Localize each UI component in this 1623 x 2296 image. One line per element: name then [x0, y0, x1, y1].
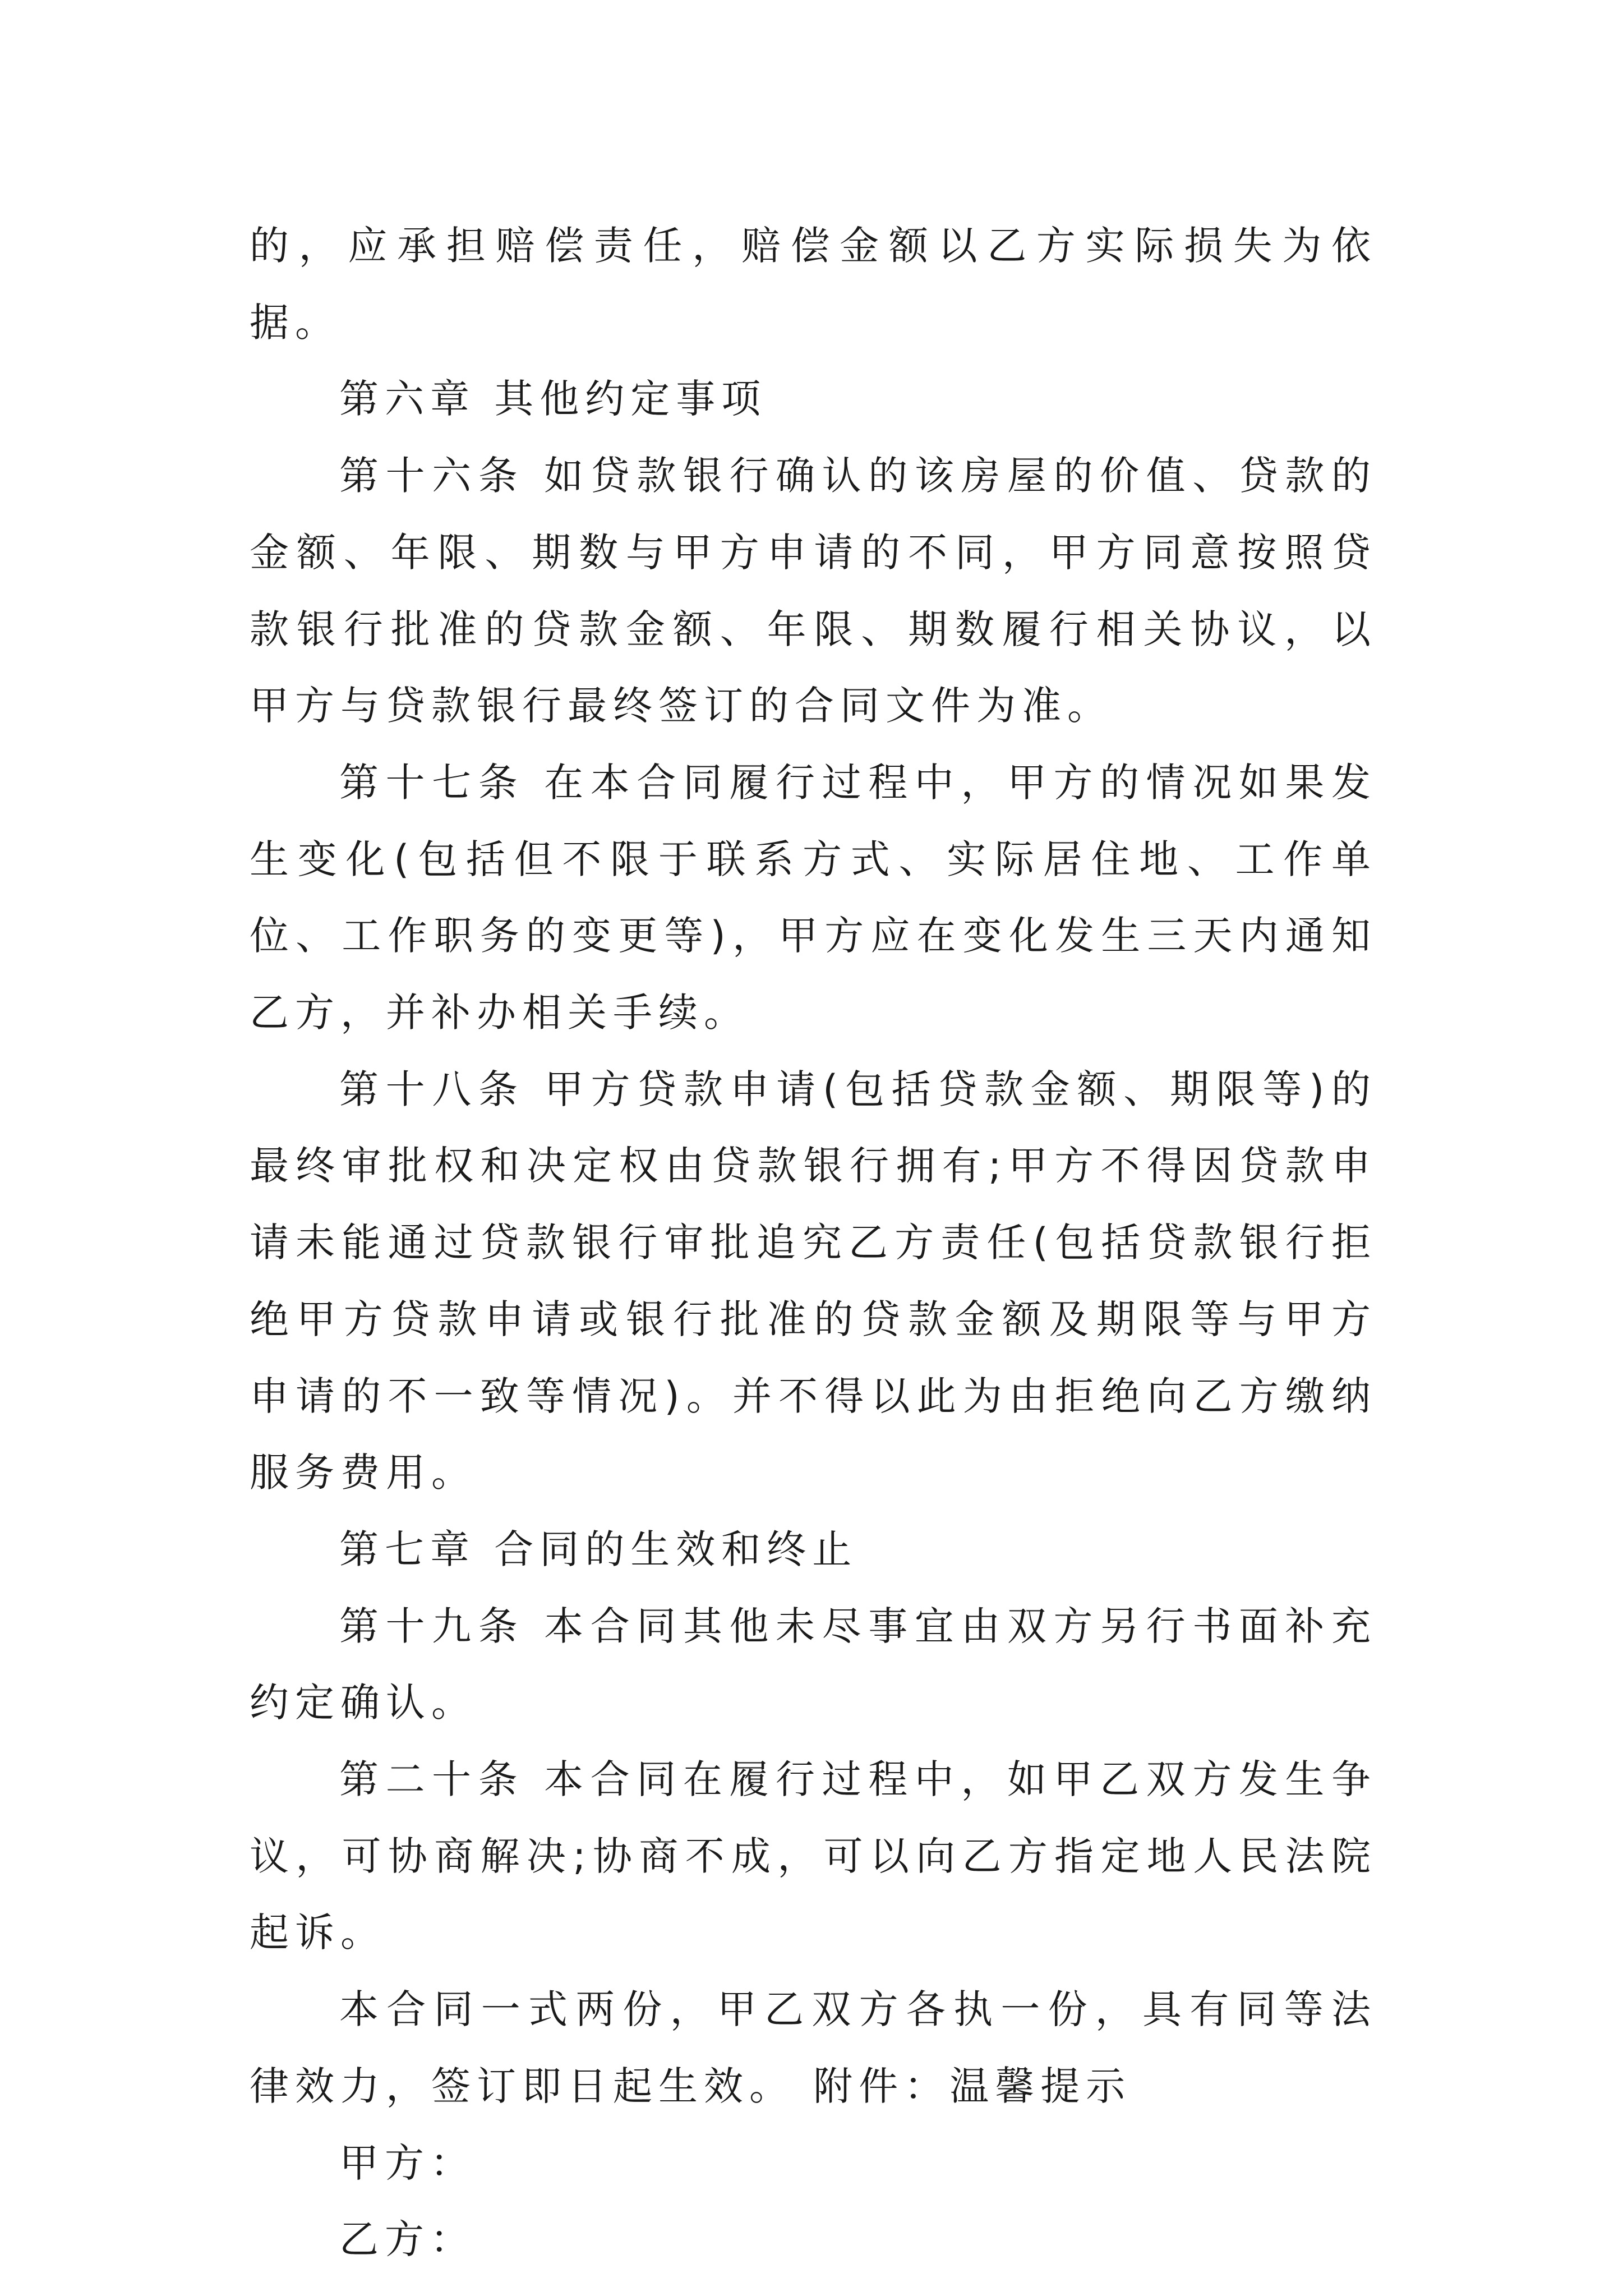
- article-19: 第十九条 本合同其他未尽事宜由双方另行书面补充约定确认。: [250, 1603, 1377, 1726]
- document-body: [250, 208, 1377, 2278]
- signature-party-b: 乙方：: [339, 2216, 476, 2263]
- chapter-heading-6: 第六章 其他约定事项: [339, 376, 767, 422]
- article-16: 第十六条 如贷款银行确认的该房屋的价值、贷款的金额、年限、期数与甲方申请的不同，甲方同意按照贷款银行批准的贷款金额、年限、期数履行相关协议，以甲方与贷款银行最终签订的合同文件为准。: [250, 453, 1377, 729]
- chapter-heading-7: 第七章 合同的生效和终止: [339, 1526, 858, 1572]
- article-18: 第十八条 甲方贷款申请(包括贷款金额、期限等)的最终审批权和决定权由贷款银行拥有;甲方不得因贷款申请未能通过贷款银行审批追究乙方责任(包括贷款银行拒绝甲方贷款申请或银行批准的贷款金额及期限等与甲方申请的不一致等情况)。并不得以此为由拒绝向乙方缴纳服务费用。: [250, 1066, 1377, 1496]
- paragraph-continuation: 的，应承担赔偿责任，赔偿金额以乙方实际损失为依据。: [250, 223, 1377, 346]
- article-17: 第十七条 在本合同履行过程中，甲方的情况如果发生变化(包括但不限于联系方式、实际居住地、工作单位、工作职务的变更等)，甲方应在变化发生三天内通知乙方，并补办相关手续。: [250, 759, 1377, 1036]
- signature-party-a: 甲方：: [339, 2139, 476, 2186]
- closing-paragraph: 本合同一式两份，甲乙双方各执一份，具有同等法律效力，签订即日起生效。 附件：温馨提示: [250, 1986, 1377, 2109]
- article-20: 第二十条 本合同在履行过程中，如甲乙双方发生争议，可协商解决;协商不成，可以向乙方指定地人民法院起诉。: [250, 1756, 1377, 1956]
